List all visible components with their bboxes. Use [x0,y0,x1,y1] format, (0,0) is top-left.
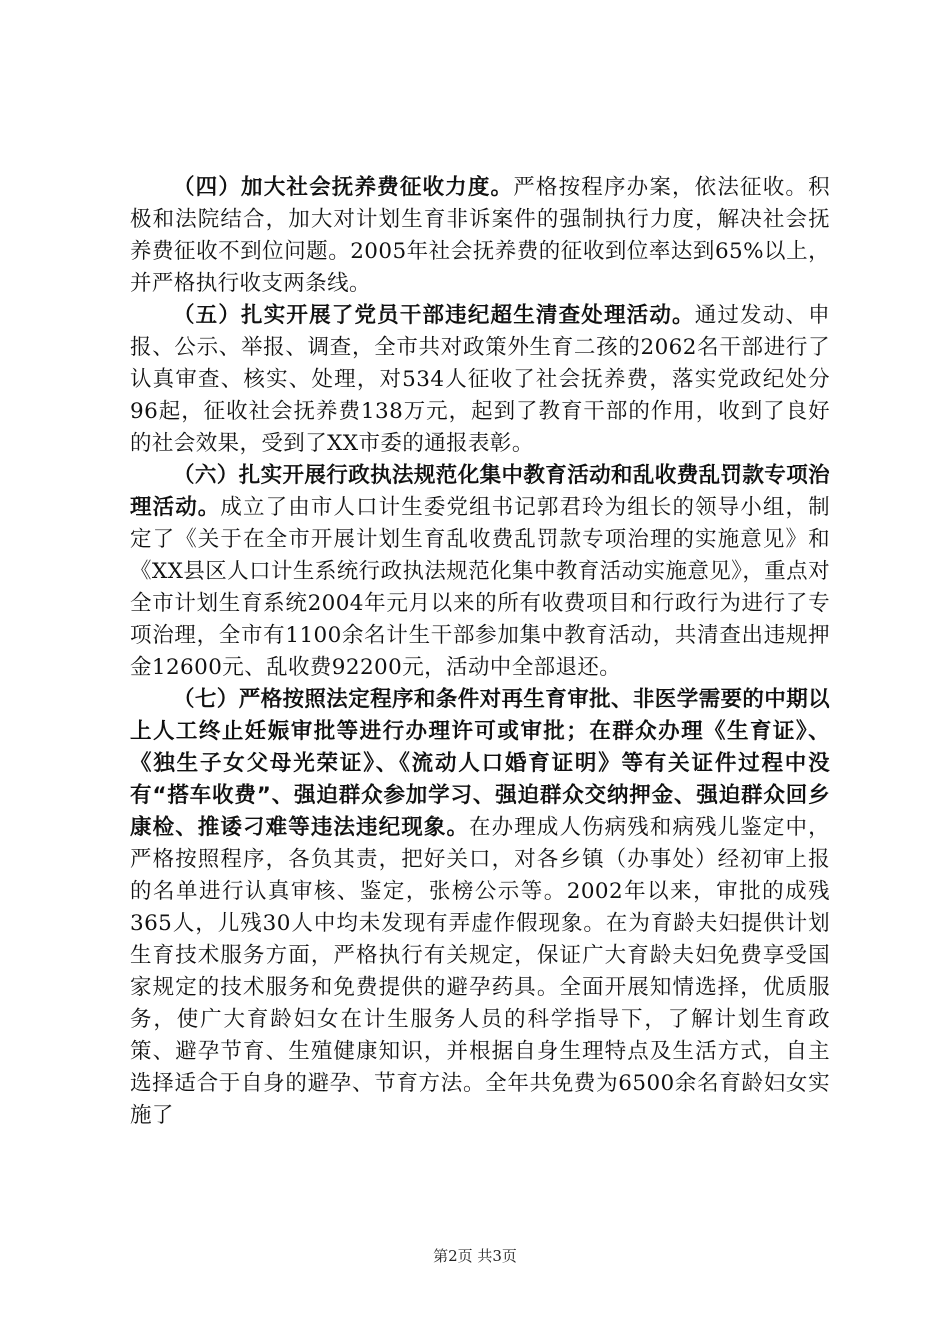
paragraph-text: 通过发动、申报、公示、举报、调查，全市共对政策外生育二孩的2062名干部进行了认真审查、核实、处理，对534人征收了社会抚养费，落实党政纪处分96起，征收社会抚养费138万元，起到了教育干部的作用，收到了良好的社会效果，受到了XX市委的通报表彰。 [130,303,830,456]
paragraph-heading: （四）加大社会抚养费征收力度。 [173,175,514,200]
paragraph-text: 成立了由市人口计生委党组书记郭君玲为组长的领导小组，制定了《关于在全市开展计划生育乱收费乱罚款专项治理的实施意见》和《XX县区人口计生系统行政执法规范化集中教育活动实施意见》，重点对全市计划生育系统2004年元月以来的所有收费项目和行政行为进行了专项治理，全市有1100余名计生干部参加集中教育活动，共清查出违规押金12600元、乱收费92200元，活动中全部退还。 [130,495,830,680]
page-number-label: 第2页 共3页 [433,1247,517,1265]
paragraph-heading: （六）扎实开展行政执法规范化集中教育活动和乱收费乱罚款专项治理活动。 [130,463,831,520]
paragraph-5 [130,300,830,460]
paragraph-heading: （五）扎实开展了党员干部违纪超生清查处理活动。 [173,303,695,328]
paragraph-7 [130,684,830,1132]
paragraph-heading: （七）严格按照法定程序和条件对再生育审批、非医学需要的中期以上人工终止妊娠审批等进行办理许可或审批；在群众办理《生育证》、《独生子女父母光荣证》、《流动人口婚育证明》等有关证件过程中没有“搭车收费”、强迫群众参加学习、强迫群众交纳押金、强迫群众回乡康检、推诿刁难等违法违纪现象。 [130,687,831,840]
paragraph-4 [130,172,830,300]
paragraph-text: 在办理成人伤病残和病残儿鉴定中，严格按照程序，各负其责，把好关口，对各乡镇（办事处）经初审上报的名单进行认真审核、鉴定，张榜公示等。2002年以来，审批的成残365人，儿残30人中均未发现有弄虚作假现象。在为育龄夫妇提供计划生育技术服务方面，严格执行有关规定，保证广大育龄夫妇免费享受国家规定的技术服务和免费提供的避孕药具。全面开展知情选择，优质服务，使广大育龄妇女在计生服务人员的科学指导下，了解计划生育政策、避孕节育、生殖健康知识，并根据自身生理特点及生活方式，自主选择适合于自身的避孕、节育方法。全年共免费为6500余名育龄妇女实施了 [130,815,830,1128]
paragraph-text: 严格按程序办案，依法征收。积极和法院结合，加大对计划生育非诉案件的强制执行力度，解决社会抚养费征收不到位问题。2005年社会抚养费的征收到位率达到65%以上，并严格执行收支两条线。 [130,175,830,296]
document-body [130,172,830,1132]
page-footer [0,1245,950,1266]
paragraph-6 [130,460,830,684]
